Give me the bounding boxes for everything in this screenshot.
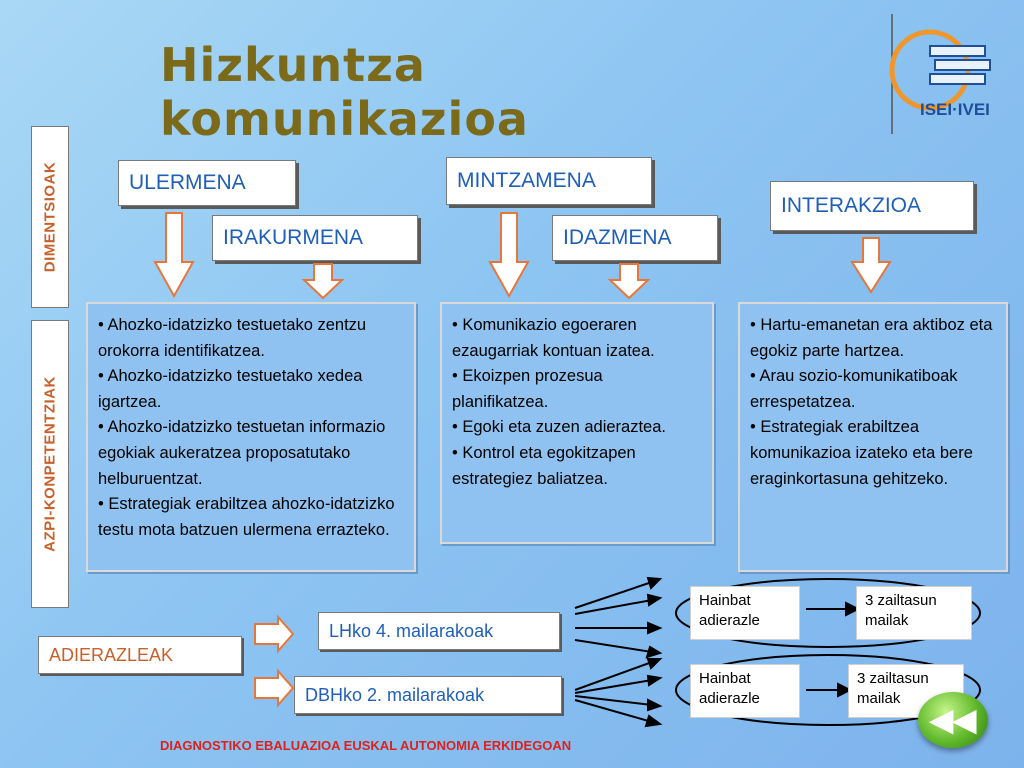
list-item: • Estrategiak erabiltzea ahozko-idatzizko testu mota batzuen ulermena errazteko.: [98, 495, 395, 539]
list-item: • Ahozko-idatzizko testuetako xedea igartzea.: [98, 367, 363, 411]
interakzioa-box: INTERAKZIOA: [770, 181, 974, 231]
hainbat-adierazle-2: Hainbat adierazle: [690, 664, 800, 718]
list-item: • Egoki eta zuzen adieraztea.: [452, 418, 666, 437]
down-arrow-mintzamena: [490, 213, 528, 296]
azpi-konpetentziak-label: AZPI-KONPETENTZIAK: [41, 376, 59, 552]
list-item: • Ahozko-idatzizko testuetan informazio egokiak aukeratzea proposatutako helburuentzat.: [98, 418, 386, 488]
ulermena-subcompetences-panel: [86, 302, 416, 572]
dbh-box: DBHko 2. mailarakoak: [294, 676, 562, 714]
hainbat-adierazle-1: Hainbat adierazle: [690, 586, 800, 640]
list-item: • Ahozko-idatzizko testuetako zentzu orokorra identifikatzea.: [98, 316, 367, 360]
down-arrow-interakzioa: [852, 238, 890, 292]
footer-text: DIAGNOSTIKO EBALUAZIOA EUSKAL AUTONOMIA ERKIDEGOAN: [160, 738, 572, 753]
adierazleak-box: ADIERAZLEAK: [38, 636, 242, 674]
page-title: Hizkuntza komunikazioa: [160, 38, 529, 146]
mintzamena-box: MINTZAMENA: [446, 157, 652, 205]
idazmena-box: IDAZMENA: [552, 215, 718, 261]
down-arrow-irakurmena: [304, 264, 342, 298]
list-item: • Arau sozio-komunikatiboak errespetatzea.: [750, 367, 958, 411]
zailtasun-mailak-2: 3 zailtasun mailak: [848, 664, 964, 718]
right-arrow-lh: [255, 617, 293, 651]
list-item: • Ekoizpen prozesua planifikatzea.: [452, 367, 603, 411]
lh-box: LHko 4. mailarakoak: [318, 612, 560, 650]
list-item: • Komunikazio egoeraren ezaugarriak kontuan izatea.: [452, 316, 655, 360]
mintzamena-subcompetences-panel: [440, 302, 714, 544]
back-button[interactable]: [918, 692, 988, 748]
down-arrow-idazmena: [610, 264, 648, 298]
logo-text: ISEI·IVEI: [920, 100, 990, 119]
list-item: • Estrategiak erabiltzea komunikazioa izateko eta bere eraginkortasuna gehitzeko.: [750, 418, 973, 488]
dimentsioak-label: DIMENTSIOAK: [41, 161, 59, 273]
double-left-arrow-icon: ◀◀: [929, 703, 977, 737]
ulermena-box: ULERMENA: [118, 160, 296, 206]
irakurmena-box: IRAKURMENA: [212, 215, 418, 261]
list-item: • Kontrol eta egokitzapen estrategiez baliatzea.: [452, 443, 636, 488]
right-arrow-dbh: [255, 671, 293, 705]
list-item: • Hartu-emanetan era aktiboz eta egokiz parte hartzea.: [750, 316, 993, 360]
down-arrow-ulermena: [155, 213, 193, 296]
zailtasun-mailak-1: 3 zailtasun mailak: [856, 586, 972, 640]
interakzioa-subcompetences-panel: [738, 302, 1008, 572]
